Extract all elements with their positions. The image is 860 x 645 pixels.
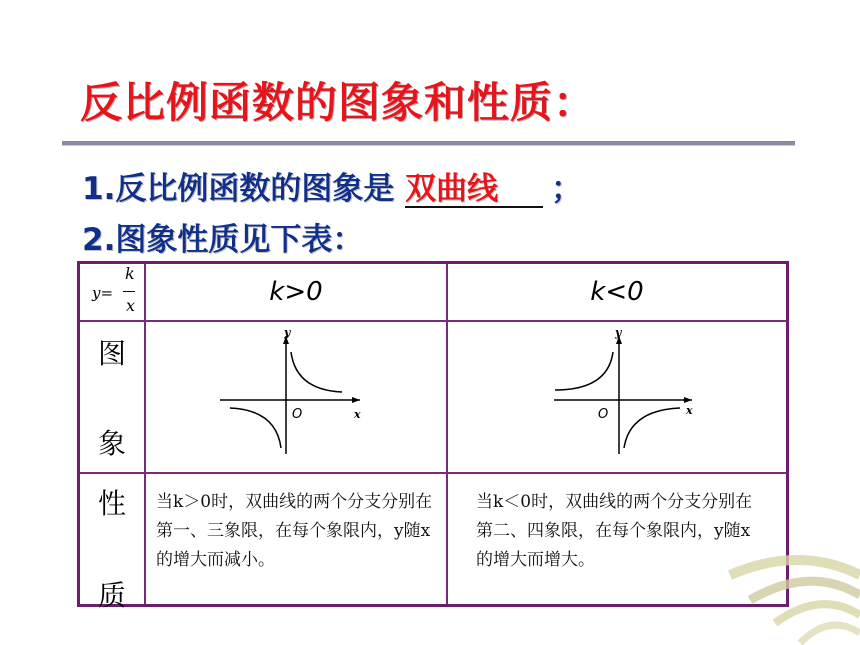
origin-label: O [292,407,303,422]
point-1-answer: 双曲线 [405,172,543,208]
slide-title: 反比例函数的图象和性质： [80,78,597,127]
row-label-graph-char-1: 图 [97,337,126,370]
header-k-negative: k<0 [447,263,788,322]
row-label-property-char-1: 性 [97,487,126,520]
row-label-property-char-2: 质 [97,579,126,612]
x-axis-arrow [352,397,360,403]
origin-label: O [598,407,609,422]
y-axis-label: y [615,326,622,339]
graph-cell-negative [447,321,788,473]
row-label-graph [79,321,146,473]
branch-quadrant-1 [291,352,342,392]
formula-y-equals-k-over-x [80,264,144,320]
hyperbola-graph-positive [146,322,446,468]
formula-y: y= [92,284,114,302]
point-2: 2.图象性质见下表： [82,222,364,258]
property-text-negative: 当k＜0时，双曲线的两个分支分别在第二、四象限，在每个象限内，y随x的增大而增大。 [447,473,788,606]
hyperbola-graph-negative [448,322,784,468]
x-axis-arrow [684,397,692,403]
property-table [77,261,789,612]
point-1 [82,163,582,208]
branch-quadrant-3 [230,408,281,448]
formula-numerator: k [125,264,135,283]
formula-denominator: x [126,296,136,315]
branch-quadrant-4 [624,408,680,448]
row-label-graph-char-2: 象 [97,427,126,460]
branch-quadrant-2 [555,352,613,390]
header-k-positive: k>0 [145,263,447,322]
x-axis-label: x [686,404,693,417]
row-label-property [79,473,146,612]
graph-cell-positive [145,321,447,473]
x-axis-label: x [354,408,361,421]
title-divider-shadow [62,145,795,146]
fraction-bar [123,291,135,292]
y-axis-label: y [284,326,291,339]
formula-cell [79,263,146,322]
point-1-text: 1.反比例函数的图象是 [82,171,406,207]
property-text-positive: 当k＞0时，双曲线的两个分支分别在第一、三象限，在每个象限内，y随x的增大而减小。 [145,473,447,606]
point-1-suffix: ； [551,171,583,207]
corner-swoosh-decoration [690,535,860,645]
